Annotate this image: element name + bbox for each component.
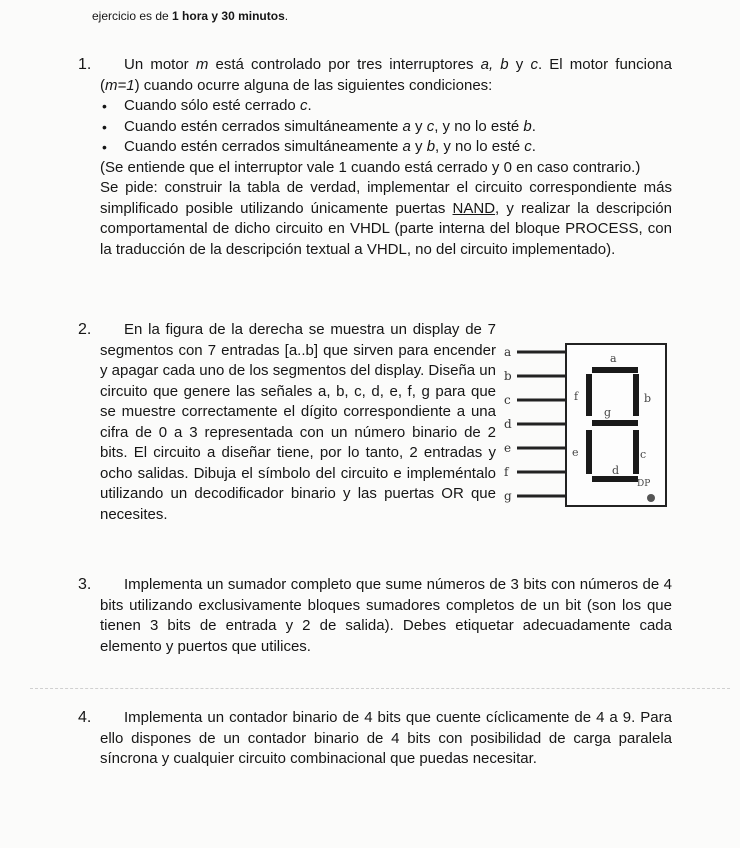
condition-2: • Cuando estén cerrados simultáneamente a y c, y no lo esté b. <box>124 117 672 138</box>
segment-label-f: f <box>574 390 579 403</box>
segment-label-e: e <box>572 446 579 459</box>
question-4-text: Implementa un contador binario de 4 bits que cuente cíclicamente de 4 a 9. Para ello dispones de un contador binario de 4 bits con posibilidad de carga paralela síncrona y cualquier circuito combinacional que puedas necesitar. <box>100 709 672 767</box>
condition-1: • Cuando sólo esté cerrado c. <box>124 96 672 117</box>
segment-label-a: a <box>610 352 617 365</box>
question-4 <box>78 708 672 770</box>
segment-label-c: c <box>640 448 647 461</box>
divider <box>30 688 730 689</box>
input-label-a: a <box>504 345 512 359</box>
question-2 <box>78 320 496 525</box>
segment-e <box>586 430 592 474</box>
question-2-number: 2. <box>78 321 92 338</box>
input-label-c: c <box>504 393 511 407</box>
segment-a <box>592 367 638 373</box>
input-label-f: f <box>504 465 509 479</box>
seven-segment-display-figure <box>500 340 675 510</box>
exam-header: ejercicio es de 1 hora y 30 minutos. <box>92 9 289 23</box>
input-label-d: d <box>504 417 512 431</box>
segment-g <box>592 420 638 426</box>
segment-label-g: g <box>604 406 612 419</box>
question-1-intro: Un motor m está controlado por tres interruptores a, b y c. El motor funciona (m=1) cuando ocurre alguna de las siguientes condiciones: <box>100 56 672 94</box>
input-label-b: b <box>504 369 512 383</box>
question-1-task: Se pide: construir la tabla de verdad, implementar el circuito correspondiente más simplificado posible utilizando únicamente puertas NAND, y realizar la descripción comportamental de dicho circuito en VHDL (parte interna del bloque PROCESS, con la traducción de la descripción textual a VHDL, no del circuito implementado). <box>100 179 672 258</box>
question-1 <box>78 55 672 260</box>
question-1-number: 1. <box>78 56 92 73</box>
question-3 <box>78 575 672 657</box>
segment-c <box>633 430 639 474</box>
question-2-text: En la figura de la derecha se muestra un display de 7 segmentos con 7 entradas [a..b] que sirven para encender y apagar cada uno de los segmentos del display. Diseña un circuito que genere las señales a, b, c, d, e, f, g para que se muestre correctamente el dígito correspondiente a una cifra de 0 a 3 representada con un número binario de 2 bits. El circuito a diseñar tiene, por lo tanto, 2 entradas y ocho salidas. Dibuja el símbolo del circuito e impleméntalo utilizando un decodificador binario y las puertas OR que necesites. <box>100 321 496 523</box>
segment-b <box>633 374 639 416</box>
nand-term: NAND <box>452 199 496 217</box>
segment-f <box>586 374 592 416</box>
segment-label-b: b <box>644 392 652 405</box>
segment-label-d: d <box>612 464 620 477</box>
question-3-text: Implementa un sumador completo que sume números de 3 bits con números de 4 bits utilizando exclusivamente bloques sumadores completos de un bit (son los que tienen 3 bits de entrada y 2 de salida). Debes etiquetar adecuadamente cada elemento y puertos que utilices. <box>100 576 672 655</box>
conditions-list <box>100 96 672 158</box>
exam-duration: 1 hora y 30 minutos <box>172 9 285 23</box>
input-label-g: g <box>504 489 512 503</box>
question-4-number: 4. <box>78 709 92 726</box>
question-1-note: (Se entiende que el interruptor vale 1 cuando está cerrado y 0 en caso contrario.) <box>100 158 641 176</box>
dp-label: DP <box>637 479 651 489</box>
condition-3: • Cuando estén cerrados simultáneamente a y b, y no lo esté c. <box>124 137 672 158</box>
dp-dot <box>647 494 655 502</box>
input-label-e: e <box>504 441 512 455</box>
question-3-number: 3. <box>78 576 92 593</box>
